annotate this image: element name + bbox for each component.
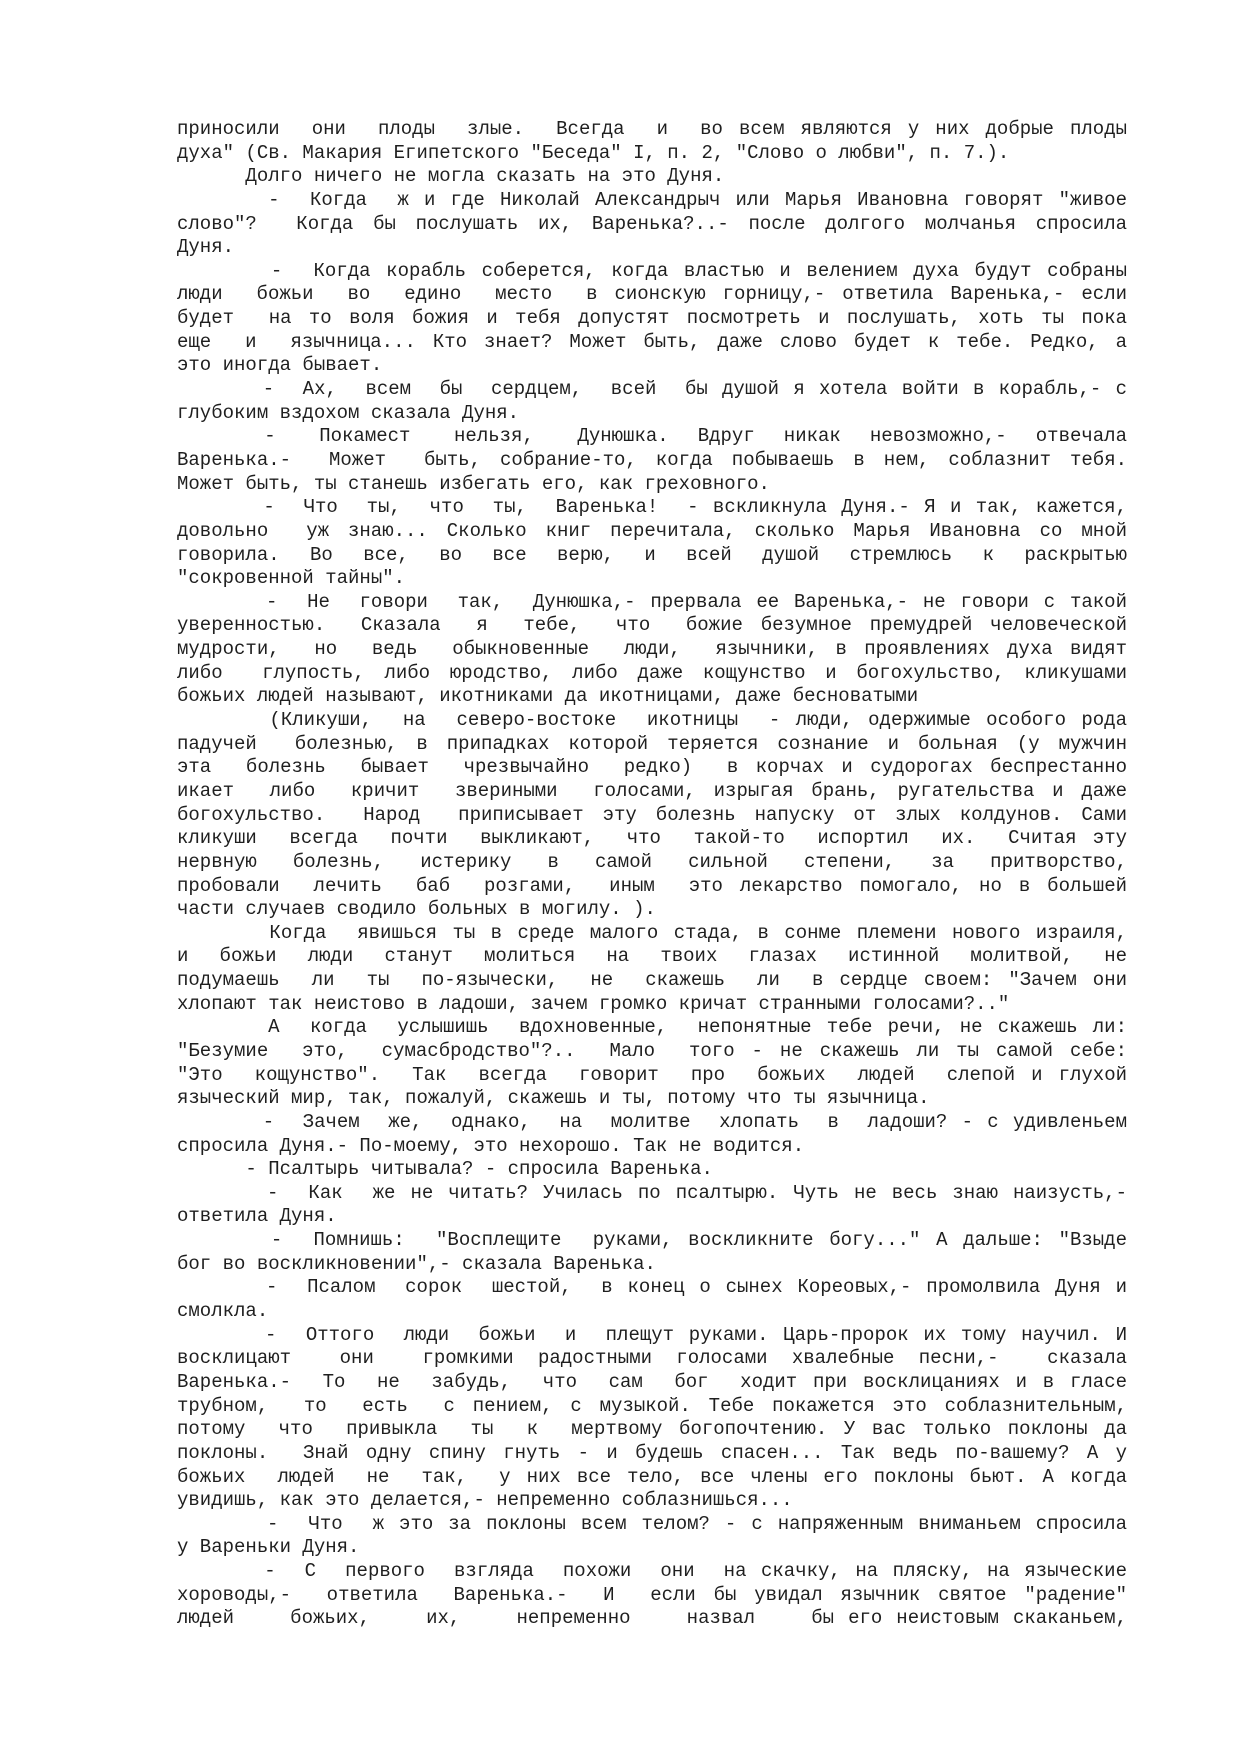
text-line: хороводы,- ответила Варенька.- И если бы увидал язычник святое "радение" xyxy=(177,1583,1127,1606)
text-line: ответила Дуня. xyxy=(177,1205,337,1228)
text-line: Варенька.- То не забудь, что сам бог ходит при восклицаниях и в гласе xyxy=(177,1370,1127,1393)
text-line: - Зачем же, однако, на молитве хлопать в ладоши? - с удивленьем xyxy=(177,1110,1127,1133)
text-line: спросила Дуня.- По-моему, это нехорошо. Так не водится. xyxy=(177,1134,805,1157)
text-line: части случаев сводило больных в могилу. ). xyxy=(177,898,656,921)
text-line: - Псалом сорок шестой, в конец о сынех Кореовых,- промолвила Дуня и xyxy=(177,1276,1127,1299)
text-line: восклицают они громкими радостными голосами хвалебные песни,- сказала xyxy=(177,1347,1127,1370)
text-line: трубном, то есть с пением, с музыкой. Тебе покажется это соблазнительным, xyxy=(177,1394,1127,1417)
text-line: "Это кощунство". Так всегда говорит про божьих людей слепой и глухой xyxy=(177,1063,1127,1086)
text-line: говорила. Во все, во все верю, и всей душой стремлюсь к раскрытью xyxy=(177,543,1127,566)
text-line: люди божьи во едино место в сионскую горницу,- ответила Варенька,- если xyxy=(177,283,1127,306)
text-line: духа" (Св. Макария Египетского "Беседа" I, п. 2, "Слово о любви", п. 7.). xyxy=(177,141,1010,164)
text-line: мудрости, но ведь обыкновенные люди, язычники, в проявлениях духа видят xyxy=(177,638,1127,661)
text-line: либо глупость, либо юродство, либо даже кощунство и богохульство, кликушами xyxy=(177,661,1127,684)
text-line: - С первого взгляда похожи они на скачку, на пляску, на языческие xyxy=(177,1560,1127,1583)
text-line: - Что ты, что ты, Варенька! - вскликнула Дуня.- Я и так, кажется, xyxy=(177,496,1127,519)
text-line: - Когда ж и где Николай Александрыч или Марья Ивановна говорят "живое xyxy=(177,188,1127,211)
text-line: падучей болезнью, в припадках которой теряется сознание и больная (у мужчин xyxy=(177,732,1127,755)
text-line: "сокровенной тайны". xyxy=(177,567,406,590)
text-line: "Безумие это, сумасбродство"?.. Мало того - не скажешь ли ты самой себе: xyxy=(177,1039,1127,1062)
text-line: нервную болезнь, истерику в самой сильной степени, за притворство, xyxy=(177,850,1127,873)
text-line: пробовали лечить баб розгами, иным это лекарство помогало, но в большей xyxy=(177,874,1127,897)
text-line: поклоны. Знай одну спину гнуть - и будешь спасен... Так ведь по-вашему? А у xyxy=(177,1441,1127,1464)
text-line: хлопают так неистово в ладоши, зачем громко кричат странными голосами?.." xyxy=(177,992,1010,1015)
text-line: довольно уж знаю... Сколько книг перечитала, сколько Марья Ивановна со мной xyxy=(177,519,1127,542)
text-line: приносили они плоды злые. Всегда и во всем являются у них добрые плоды xyxy=(177,118,1127,140)
text-line: - Когда корабль соберется, когда властью и велением духа будут собраны xyxy=(177,259,1127,282)
text-line: - Оттого люди божьи и плещут руками. Царь-пророк их тому научил. И xyxy=(177,1323,1127,1346)
document-body-text xyxy=(177,118,1127,1631)
text-line: - Покамест нельзя, Дунюшка. Вдруг никак невозможно,- отвечала xyxy=(177,425,1127,448)
text-line: кликуши всегда почти выкликают, что такой-то испортил их. Считая эту xyxy=(177,827,1127,850)
text-line: богохульство. Народ приписывает эту болезнь напуску от злых колдунов. Сами xyxy=(177,803,1127,826)
text-line: это иногда бывает. xyxy=(177,354,383,377)
text-line: и божьи люди станут молиться на твоих глазах истинной молитвой, не xyxy=(177,945,1127,968)
text-line: слово"? Когда бы послушать их, Варенька?..- после долгого молчанья спросила xyxy=(177,212,1127,235)
text-line: - Не говори так, Дунюшка,- прервала ее Варенька,- не говори с такой xyxy=(177,590,1127,613)
text-line: Когда явишься ты в среде малого стада, в сонме племени нового израиля, xyxy=(177,921,1127,944)
text-line: языческий мир, так, пожалуй, скажешь и ты, потому что ты язычница. xyxy=(177,1087,930,1110)
text-line: божьих людей не так, у них все тело, все члены его поклоны бьют. А когда xyxy=(177,1465,1127,1488)
text-line: (Кликуши, на северо-востоке икотницы - люди, одержимые особого рода xyxy=(177,709,1127,732)
text-line: смолкла. xyxy=(177,1300,269,1323)
text-line: Может быть, ты станешь избегать его, как греховного. xyxy=(177,472,770,495)
text-line: уверенностью. Сказала я тебе, что божие безумное премудрей человеческой xyxy=(177,614,1127,637)
text-line: Долго ничего не могла сказать на это Дуня. xyxy=(177,165,725,188)
text-line: увидишь, как это делается,- непременно соблазнишься... xyxy=(177,1489,793,1512)
text-line: - Помнишь: "Восплещите руками, воскликните богу..." А дальше: "Взыде xyxy=(177,1229,1127,1252)
text-line: Дуня. xyxy=(177,236,235,259)
text-line: потому что привыкла ты к мертвому богопочтению. У вас только поклоны да xyxy=(177,1418,1127,1441)
text-line: икает либо кричит звериными голосами, изрыгая брань, ругательства и даже xyxy=(177,779,1127,802)
text-line: - Псалтырь читывала? - спросила Варенька. xyxy=(177,1158,713,1181)
text-line: - Ах, всем бы сердцем, всей бы душой я хотела войти в корабль,- с xyxy=(177,378,1127,401)
text-line: подумаешь ли ты по-язычески, не скажешь ли в сердце своем: "Зачем они xyxy=(177,969,1127,992)
text-line: еще и язычница... Кто знает? Может быть, даже слово будет к тебе. Редко, а xyxy=(177,330,1127,353)
text-line: эта болезнь бывает чрезвычайно редко) в корчах и судорогах беспрестанно xyxy=(177,756,1127,779)
text-line: бог во воскликновении",- сказала Варенька. xyxy=(177,1252,656,1275)
text-line: - Как же не читать? Училась по псалтырю. Чуть не весь знаю наизусть,- xyxy=(177,1181,1127,1204)
text-line: - Что ж это за поклоны всем телом? - с напряженным вниманьем спросила xyxy=(177,1512,1127,1535)
text-line: будет на то воля божия и тебя допустят посмотреть и послушать, хоть ты пока xyxy=(177,307,1127,330)
text-line: людей божьих, их, непременно назвал бы его неистовым скаканьем, xyxy=(177,1607,1127,1630)
text-line: А когда услышишь вдохновенные, непонятные тебе речи, не скажешь ли: xyxy=(177,1016,1127,1039)
text-line: у Вареньки Дуня. xyxy=(177,1536,360,1559)
text-line: божьих людей называют, икотниками да икотницами, даже бесноватыми xyxy=(177,685,919,708)
text-line: глубоким вздохом сказала Дуня. xyxy=(177,401,520,424)
text-line: Варенька.- Может быть, собрание-то, когда побываешь в нем, соблазнит тебя. xyxy=(177,448,1127,471)
